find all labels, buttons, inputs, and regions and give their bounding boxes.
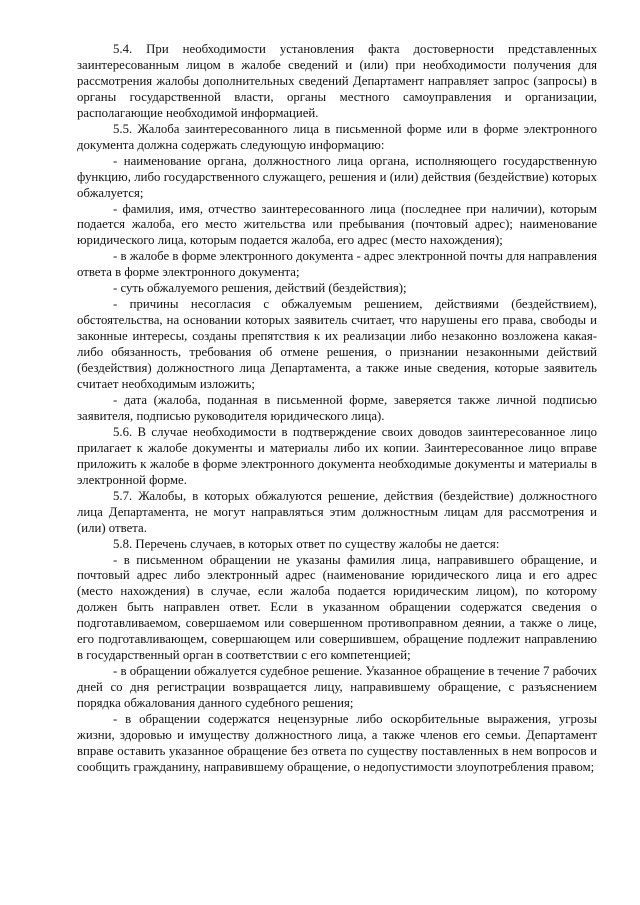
list-item-applicant-name: - фамилия, имя, отчество заинтересованного лица (последнее при наличии), которым подается жалоба, его место жительства или пребывания (почтовый адрес); наименование юридического лица, которым подается жалоба, его адрес (место нахождения); <box>77 201 597 248</box>
paragraph-5-4: 5.4. При необходимости установления факта достоверности представленных заинтересованным лицом в жалобе сведений и (или) при необходимости получения для рассмотрения жалобы дополнительных сведений Департамент направляет запрос (запросы) в органы государственной власти, органы местного самоуправления и организации, располагающие необходимой информацией. <box>77 42 597 120</box>
paragraph-5-8: 5.8. Перечень случаев, в которых ответ по существу жалобы не дается: <box>113 536 500 551</box>
paragraph-5-6: 5.6. В случае необходимости в подтверждение своих доводов заинтересованное лицо прилагает к жалобе документы и материалы либо их копии. Заинтересованное лицо вправе приложить к жалобе в форме электронного документа необходимые документы и материалы в электронной форме. <box>77 424 597 487</box>
document-page <box>77 42 597 776</box>
paragraph-5-5: 5.5. Жалоба заинтересованного лица в письменной форме или в форме электронного документа должна содержать следующую информацию: <box>77 121 597 152</box>
list-item-no-sender-name: - в письменном обращении не указаны фамилия лица, направившего обращение, и почтовый адрес либо электронный адрес (наименование юридического лица и его адрес (место нахождения) в случае, если жалоба подается юридическим лицом), по которому должен быть направлен ответ. Если в указанном обращении содержатся сведения о подготавливаемом, совершаемом или совершенном противоправном деянии, а также о лице, его подготавливающем, совершающем или совершившем, обращение подлежит направлению в государственный орган в соответствии с его компетенцией; <box>77 552 597 663</box>
list-item-authority-name: - наименование органа, должностного лица органа, исполняющего государственную функцию, либо государственного служащего, решения и (или) действия (бездействие) которых обжалуется; <box>77 153 597 200</box>
list-item-decision-essence: - суть обжалуемого решения, действий (бездействия); <box>113 281 407 296</box>
list-item-date-signature: - дата (жалоба, поданная в письменной форме, заверяется также личной подписью заявителя, подписью руководителя юридического лица). <box>77 392 597 423</box>
paragraph-5-7: 5.7. Жалобы, в которых обжалуются решение, действия (бездействие) должностного лица Департамента, не могут направляться этим должностным лицам для рассмотрения и (или) ответа. <box>77 488 597 535</box>
list-item-court-decision: - в обращении обжалуется судебное решение. Указанное обращение в течение 7 рабочих дней со дня регистрации возвращается лицу, направившему обращение, с разъяснением порядка обжалования данного судебного решения; <box>77 664 597 711</box>
list-item-email-address: - в жалобе в форме электронного документа - адрес электронной почты для направления ответа в форме электронного документа; <box>77 249 597 280</box>
list-item-disagreement-reasons: - причины несогласия с обжалуемым решением, действиями (бездействием), обстоятельства, на основании которых заявитель считает, что нарушены его права, свободы и законные интересы, созданы препятствия к их реализации либо незаконно возложена какая-либо обязанность, требования об отмене решения, о признании незаконными действий (бездействия) должностного лица Департамента, а также иные сведения, которые заявитель считает необходимым изложить; <box>77 297 597 392</box>
list-item-obscene-language: - в обращении содержатся нецензурные либо оскорбительные выражения, угрозы жизни, здоровью и имуществу должностного лица, а также членов его семьи. Департамент вправе оставить указанное обращение без ответа по существу поставленных в нем вопросов и сообщить гражданину, направившему обращение, о недопустимости злоупотребления правом; <box>77 712 597 774</box>
